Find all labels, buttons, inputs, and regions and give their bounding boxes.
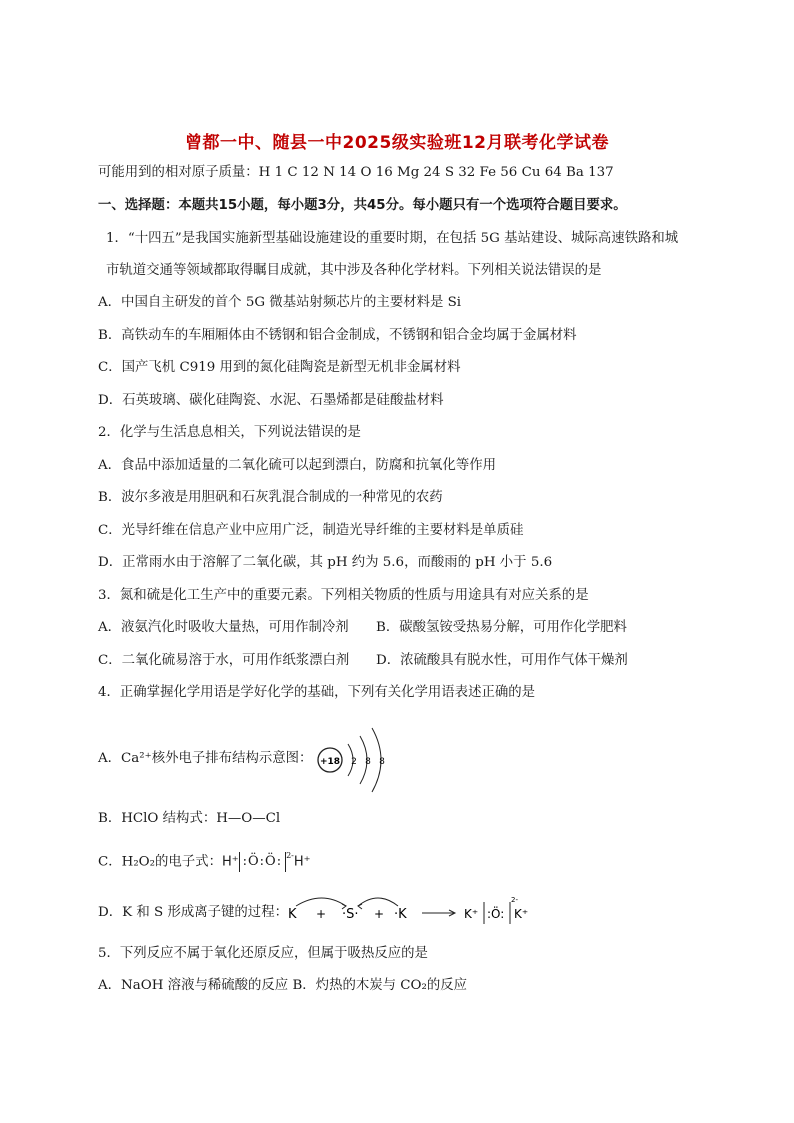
q4-stem: 4．正确掌握化学用语是学好化学的基础，下列有关化学用语表述正确的是 xyxy=(98,685,536,700)
q1-stem-line1: 1．“十四五”是我国实施新型基础设施建设的重要时期，在包括 5G 基站建设、城际高速铁路和城 xyxy=(106,231,679,246)
electron-transfer-arrow-2 xyxy=(358,898,398,906)
h-ion-left: H⁺ xyxy=(221,854,239,870)
k-atom-right: ·K xyxy=(394,907,407,922)
q1-option-b: B．高铁动车的车厢厢体由不锈钢和铝合金制成，不锈钢和铝合金均属于金属材料 xyxy=(98,328,577,343)
k-ion-right: K⁺ xyxy=(514,907,529,921)
peroxide-bracket xyxy=(239,852,286,872)
page-title: 曾都一中、随县一中2025级实验班12月联考化学试卷 xyxy=(185,133,609,153)
q1-option-a: A．中国自主研发的首个 5G 微基站射频芯片的主要材料是 Si xyxy=(98,295,462,310)
q3-option-d: D．浓硫酸具有脱水性，可用作气体干燥剂 xyxy=(376,653,628,668)
plus-sign-2: + xyxy=(374,907,385,921)
q3-option-b: B．碳酸氢铵受热易分解，可用作化学肥料 xyxy=(376,620,627,635)
atomic-structure-diagram xyxy=(312,722,402,798)
electron-transfer-arrow-1 xyxy=(296,898,346,906)
q4-option-c xyxy=(98,852,311,872)
nucleus-label: +18 xyxy=(319,757,341,767)
q5-options-ab: A．NaOH 溶液与稀硫酸的反应 B．灼热的木炭与 CO₂的反应 xyxy=(98,978,468,993)
shell-count-3: 8 xyxy=(379,757,385,767)
section-heading: 一、选择题：本题共15小题，每小题3分，共45分。每小题只有一个选项符合题目要求。 xyxy=(98,198,627,213)
sulfide-charge: 2- xyxy=(511,896,518,904)
q1-stem-line2: 市轨道交通等领域都取得瞩目成就，其中涉及各种化学材料。下列相关说法错误的是 xyxy=(106,263,602,278)
q5-stem: 5．下列反应不属于氧化还原反应，但属于吸热反应的是 xyxy=(98,946,428,961)
q2-option-b: B．波尔多液是用胆矾和石灰乳混合制成的一种常见的农药 xyxy=(98,490,443,505)
plus-sign-1: + xyxy=(316,907,327,921)
q4-option-a-text: A．Ca²⁺核外电子排布结构示意图： xyxy=(98,751,313,766)
q4-option-d-text: D．K 和 S 形成离子键的过程： xyxy=(98,905,288,920)
q3-option-c: C．二氧化硫易溶于水，可用作纸浆漂白剂 xyxy=(98,653,350,668)
q2-option-d: D．正常雨水由于溶解了二氧化碳，其 pH 约为 5.6，而酸雨的 pH 小于 5.6 xyxy=(98,555,553,570)
k-atom-left: K xyxy=(288,907,297,922)
q2-option-a: A．食品中添加适量的二氧化硫可以起到漂白，防腐和抗氧化等作用 xyxy=(98,458,496,473)
ionic-bond-diagram xyxy=(282,890,542,934)
q3-stem: 3．氮和硫是化工生产中的重要元素。下列相关物质的性质与用途具有对应关系的是 xyxy=(98,588,589,603)
q3-option-a: A．液氨汽化时吸收大量热，可用作制冷剂 xyxy=(98,620,349,635)
peroxide-electrons: :Ö:Ö: xyxy=(242,854,283,869)
q2-stem: 2．化学与生活息息相关，下列说法错误的是 xyxy=(98,425,361,440)
sulfide-electrons: :Ö: xyxy=(487,907,505,921)
q1-option-d: D．石英玻璃、碳化硅陶瓷、水泥、石墨烯都是硅酸盐材料 xyxy=(98,393,444,408)
q2-option-c: C．光导纤维在信息产业中应用广泛，制造光导纤维的主要材料是单质硅 xyxy=(98,523,524,538)
atomic-masses: 可能用到的相对原子质量：H 1 C 12 N 14 O 16 Mg 24 S 32 Fe 56 Cu 64 Ba 137 xyxy=(98,165,614,180)
k-ion-left: K⁺ xyxy=(464,907,479,921)
peroxide-charge: 2- xyxy=(286,851,294,860)
s-atom: ·S· xyxy=(342,907,359,922)
q4-option-b: B．HClO 结构式：H—O—Cl xyxy=(98,811,281,826)
q4-option-c-text: C．H₂O₂的电子式： xyxy=(98,854,222,870)
shell-count-1: 2 xyxy=(351,757,357,767)
h-ion-right: H⁺ xyxy=(293,854,311,870)
shell-count-2: 8 xyxy=(365,757,371,767)
q1-option-c: C．国产飞机 C919 用到的氮化硅陶瓷是新型无机非金属材料 xyxy=(98,360,461,375)
